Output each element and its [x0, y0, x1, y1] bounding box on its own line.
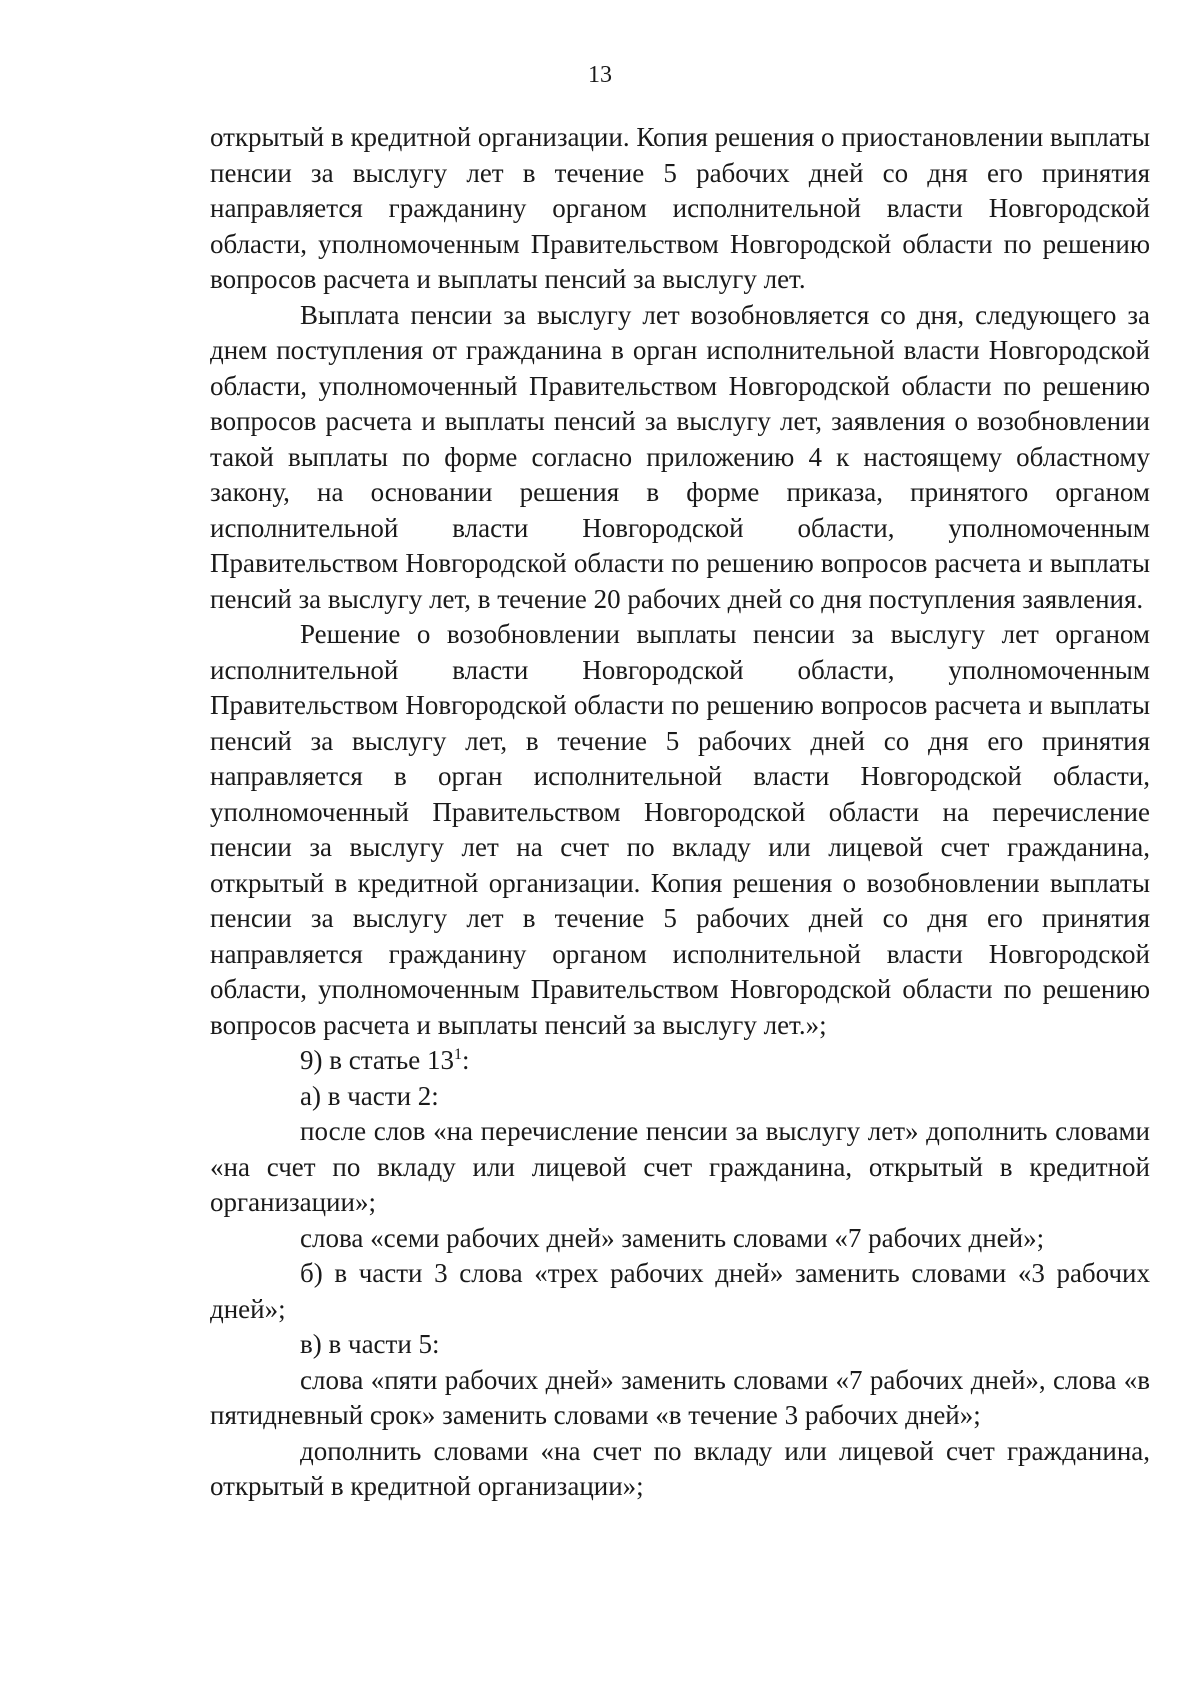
amendment-part-5-addition: дополнить словами «на счет по вкладу или лицевой счет гражданина, открытый в кредитной организации»; — [210, 1435, 1150, 1501]
amendment-part-2-addition: после слов «на перечисление пенсии за выслугу лет» дополнить словами «на счет по вкладу или лицевой счет гражданина, открытый в кредитной организации»; — [210, 1116, 1150, 1217]
article-item-suffix: : — [461, 1045, 470, 1075]
amendment-part-5: в) в части 5: — [300, 1329, 440, 1359]
paragraph-suspension-copy: открытый в кредитной организации. Копия решения о приостановлении выплаты пенсии за выслугу лет в течение 5 рабочих дней со дня его принятия направляется гражданину органом исполнительной власти Новгородской области, уполномоченным Правительством Новгородской области по решению вопросов расчета и выплаты пенсий за выслугу лет. — [210, 122, 1150, 294]
article-item-superscript: 1 — [453, 1046, 462, 1063]
amendment-part-5-replacement: слова «пяти рабочих дней» заменить словами «7 рабочих дней», слова «в пятидневный срок» заменить словами «в течение 3 рабочих дней»; — [210, 1364, 1150, 1430]
amendment-part-2-replacement: слова «семи рабочих дней» заменить словами «7 рабочих дней»; — [300, 1222, 1045, 1253]
document-body — [210, 120, 1150, 1505]
paragraph-resumption: Выплата пенсии за выслугу лет возобновляется со дня, следующего за днем поступления от гражданина в орган исполнительной власти Новгородской области, уполномоченный Правительством Новгородской области по решению вопросов расчета и выплаты пенсий за выслугу лет, заявления о возобновлении такой выплаты по форме согласно приложению 4 к настоящему областному закону, на основании решения в форме приказа, принятого органом исполнительной власти Новгородской области, уполномоченным Правительством Новгородской области по решению вопросов расчета и выплаты пенсий за выслугу лет, в течение 20 рабочих дней со дня поступления заявления. — [210, 299, 1150, 614]
amendment-part-3: б) в части 3 слова «трех рабочих дней» заменить словами «3 рабочих дней»; — [210, 1258, 1150, 1324]
article-item-prefix: 9) в статье 13 — [300, 1045, 454, 1075]
article-item-9 — [210, 1043, 1150, 1079]
page-number: 13 — [588, 62, 612, 88]
paragraph-resumption-decision: Решение о возобновлении выплаты пенсии за выслугу лет органом исполнительной власти Новгородской области, уполномоченным Правительством Новгородской области по решению вопросов расчета и выплаты пенсий за выслугу лет, в течение 5 рабочих дней со дня его принятия направляется в орган исполнительной власти Новгородской области, уполномоченный Правительством Новгородской области на перечисление пенсии за выслугу лет на счет по вкладу или лицевой счет гражданина, открытый в кредитной организации. Копия решения о возобновлении выплаты пенсии за выслугу лет в течение 5 рабочих дней со дня его принятия направляется гражданину органом исполнительной власти Новгородской области, уполномоченным Правительством Новгородской области по решению вопросов расчета и выплаты пенсий за выслугу лет.»; — [210, 619, 1150, 1040]
amendment-part-2: а) в части 2: — [300, 1080, 439, 1111]
